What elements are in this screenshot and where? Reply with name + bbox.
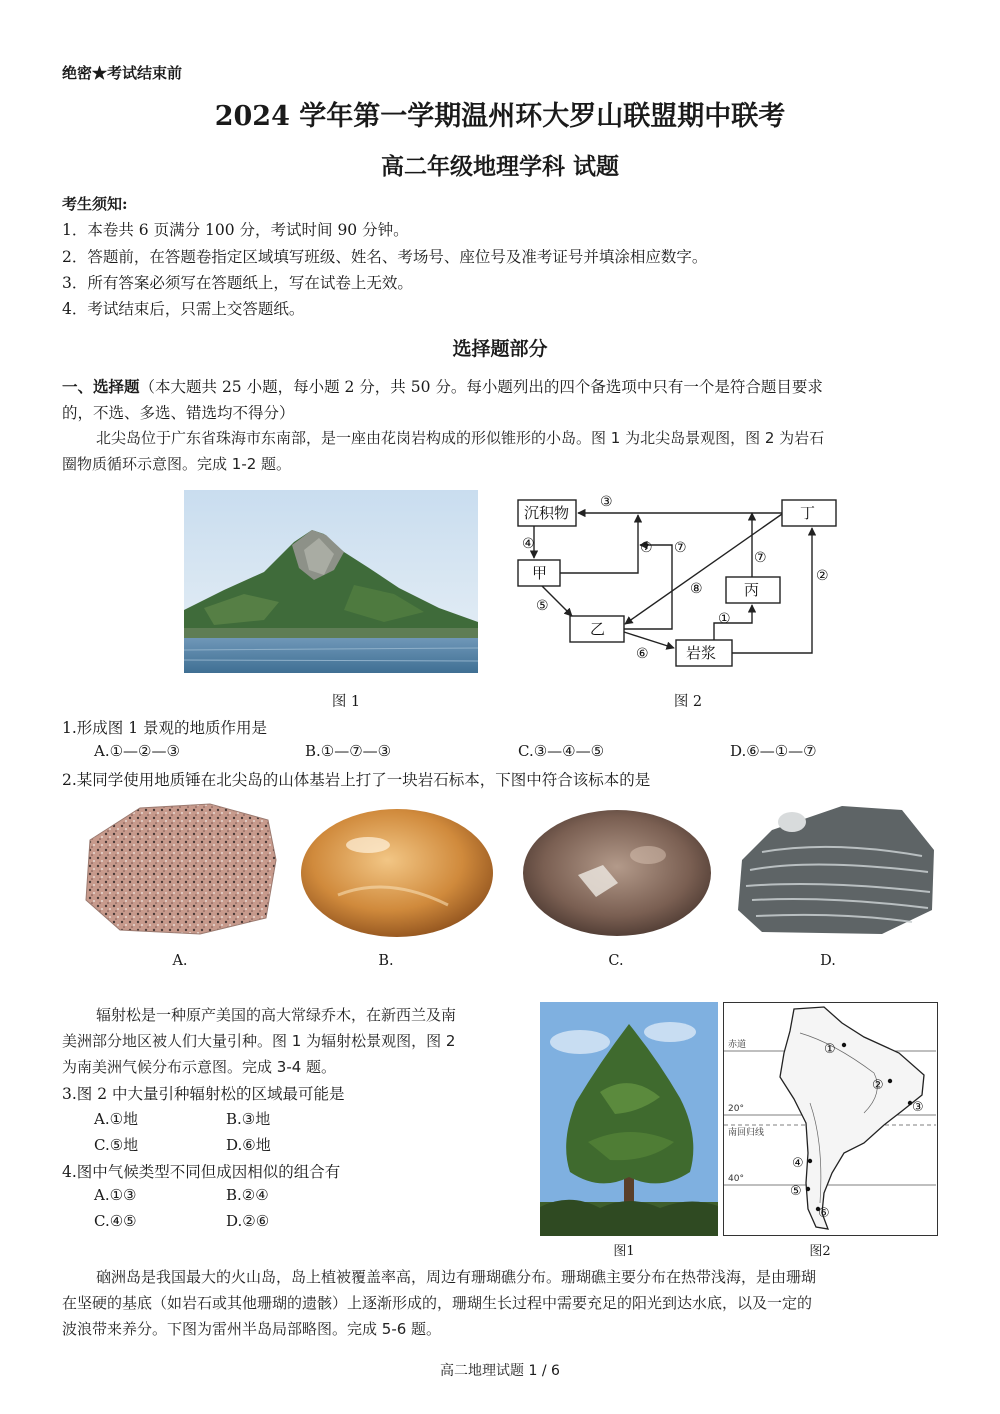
fig2-caption: 图 2: [673, 694, 703, 710]
map-point-6: ⑥: [818, 1206, 830, 1221]
rock-sample-agate-orange: [298, 805, 496, 940]
south-america-map: [723, 1002, 938, 1236]
page-footer: 高二地理试题 1 / 6: [440, 1363, 560, 1379]
node-jia-label: 甲: [532, 564, 548, 582]
arrow-7c-label: ⑦: [754, 550, 767, 566]
section-desc-2: 的，不选、多选、错选均不得分）: [62, 404, 295, 422]
q1-option-a: A.①—②—③: [94, 742, 180, 760]
node-bing-label: 丙: [744, 581, 760, 599]
arrow-6-label: ⑥: [636, 646, 649, 662]
notice-item: 4．考试结束后，只需上交答题纸。: [62, 300, 305, 318]
q2-label-a: A.: [172, 953, 188, 969]
lat20-label: 20°: [728, 1104, 744, 1114]
q3-option-b: B.③地: [226, 1110, 271, 1128]
lat40-label: 40°: [728, 1174, 744, 1184]
arrow-4-label: ④: [522, 536, 535, 552]
arrow-8-label: ⑧: [690, 581, 703, 597]
q4-option-c: C.④⑤: [94, 1212, 137, 1230]
equator-label: 赤道: [728, 1040, 747, 1050]
q1-option-d: D.⑥—①—⑦: [730, 742, 817, 760]
q2-label-c: C.: [608, 953, 624, 969]
node-sediment-label: 沉积物: [524, 504, 570, 522]
q4-option-a: A.①③: [94, 1186, 137, 1204]
q4-option-d: D.②⑥: [226, 1212, 270, 1230]
node-yi-label: 乙: [590, 620, 606, 638]
confidential-mark: 绝密★考试结束前: [62, 64, 183, 82]
q4-stem: 4.图中气候类型不同但成因相似的组合有: [62, 1163, 341, 1181]
map-point-5: ⑤: [790, 1184, 802, 1199]
passage2-line1: 辐射松是一种原产美国的高大常绿乔木，在新西兰及南: [96, 1006, 457, 1024]
map-point-4: ④: [792, 1156, 804, 1171]
q3-stem: 3.图 2 中大量引种辐射松的区域最可能是: [62, 1085, 345, 1103]
passage3-line2: 在坚硬的基底（如岩石或其他珊瑚的遗骸）上逐渐形成的，珊瑚生长过程中需要充足的阳光到达水底，以及一定的: [62, 1294, 813, 1312]
island-photo: [184, 490, 478, 673]
q1-option-c: C.③—④—⑤: [518, 742, 605, 760]
map-point-1: ①: [824, 1042, 836, 1057]
map-point-2: ②: [872, 1078, 884, 1093]
q4-option-b: B.②④: [226, 1186, 269, 1204]
notice-item: 2．答题前，在答题卷指定区域填写班级、姓名、考场号、座位号及准考证号并填涂相应数字。: [62, 248, 708, 266]
q2-stem: 2.某同学使用地质锤在北尖岛的山体基岩上打了一块岩石标本，下图中符合该标本的是: [62, 771, 651, 789]
radiata-pine-photo: [540, 1002, 718, 1236]
node-ding-label: 丁: [800, 504, 816, 522]
passage1-line1: 北尖岛位于广东省珠海市东南部，是一座由花岗岩构成的形似锥形的小岛。图 1 为北尖岛景观图，图 2 为岩石: [96, 429, 825, 447]
arrow-2-label: ②: [816, 568, 829, 584]
arrow-5-label: ⑤: [536, 598, 549, 614]
arrow-7b-label: ⑦: [674, 540, 687, 556]
q2-label-b: B.: [378, 953, 394, 969]
rock-sample-granite: [80, 800, 280, 940]
section-title: 选择题部分: [452, 338, 548, 360]
passage3-line1: 硇洲岛是我国最大的火山岛，岛上植被覆盖率高，周边有珊瑚礁分布。珊瑚礁主要分布在热带浅海，是由珊瑚: [96, 1268, 817, 1286]
rock-sample-gneiss: [732, 800, 940, 940]
pine-fig-caption: 图1: [613, 1244, 635, 1259]
q3-option-c: C.⑤地: [94, 1136, 139, 1154]
notice-item: 1．本卷共 6 页满分 100 分，考试时间 90 分钟。: [62, 221, 409, 239]
node-magma-label: 岩浆: [686, 644, 717, 662]
rock-sample-agate-gray: [518, 805, 716, 940]
passage2-line3: 为南美洲气候分布示意图。完成 3-4 题。: [62, 1058, 337, 1076]
q3-option-d: D.⑥地: [226, 1136, 271, 1154]
exam-title: 2024 学年第一学期温州环大罗山联盟期中联考: [214, 101, 786, 132]
rock-cycle-diagram: [512, 490, 842, 675]
q3-option-a: A.①地: [94, 1110, 139, 1128]
q1-option-b: B.①—⑦—③: [305, 742, 392, 760]
q1-stem: 1.形成图 1 景观的地质作用是: [62, 719, 268, 737]
passage3-line3: 波浪带来养分。下图为雷州半岛局部略图。完成 5-6 题。: [62, 1320, 442, 1338]
passage2-line2: 美洲部分地区被人们大量引种。图 1 为辐射松景观图，图 2: [62, 1032, 456, 1050]
arrow-1-label: ①: [718, 611, 731, 627]
notice-item: 3．所有答案必须写在答题纸上，写在试卷上无效。: [62, 274, 413, 292]
arrow-7a-label: ⑦: [640, 540, 653, 556]
passage1-line2: 圈物质循环示意图。完成 1-2 题。: [62, 455, 292, 473]
notice-heading: 考生须知:: [62, 195, 128, 213]
arrow-3-label: ③: [600, 494, 613, 510]
q2-label-d: D.: [820, 953, 836, 969]
section-label: 一、选择题: [62, 377, 140, 396]
exam-subtitle: 高二年级地理学科 试题: [380, 153, 619, 180]
map-fig-caption: 图2: [809, 1244, 831, 1259]
section-desc-1: （本大题共 25 小题，每小题 2 分，共 50 分。每小题列出的四个备选项中只有一个是符合题目要求: [139, 378, 823, 396]
map-point-3: ③: [912, 1100, 924, 1115]
fig1-caption: 图 1: [331, 694, 361, 710]
section-description: [62, 375, 823, 397]
tropic-label: 南回归线: [728, 1128, 765, 1138]
